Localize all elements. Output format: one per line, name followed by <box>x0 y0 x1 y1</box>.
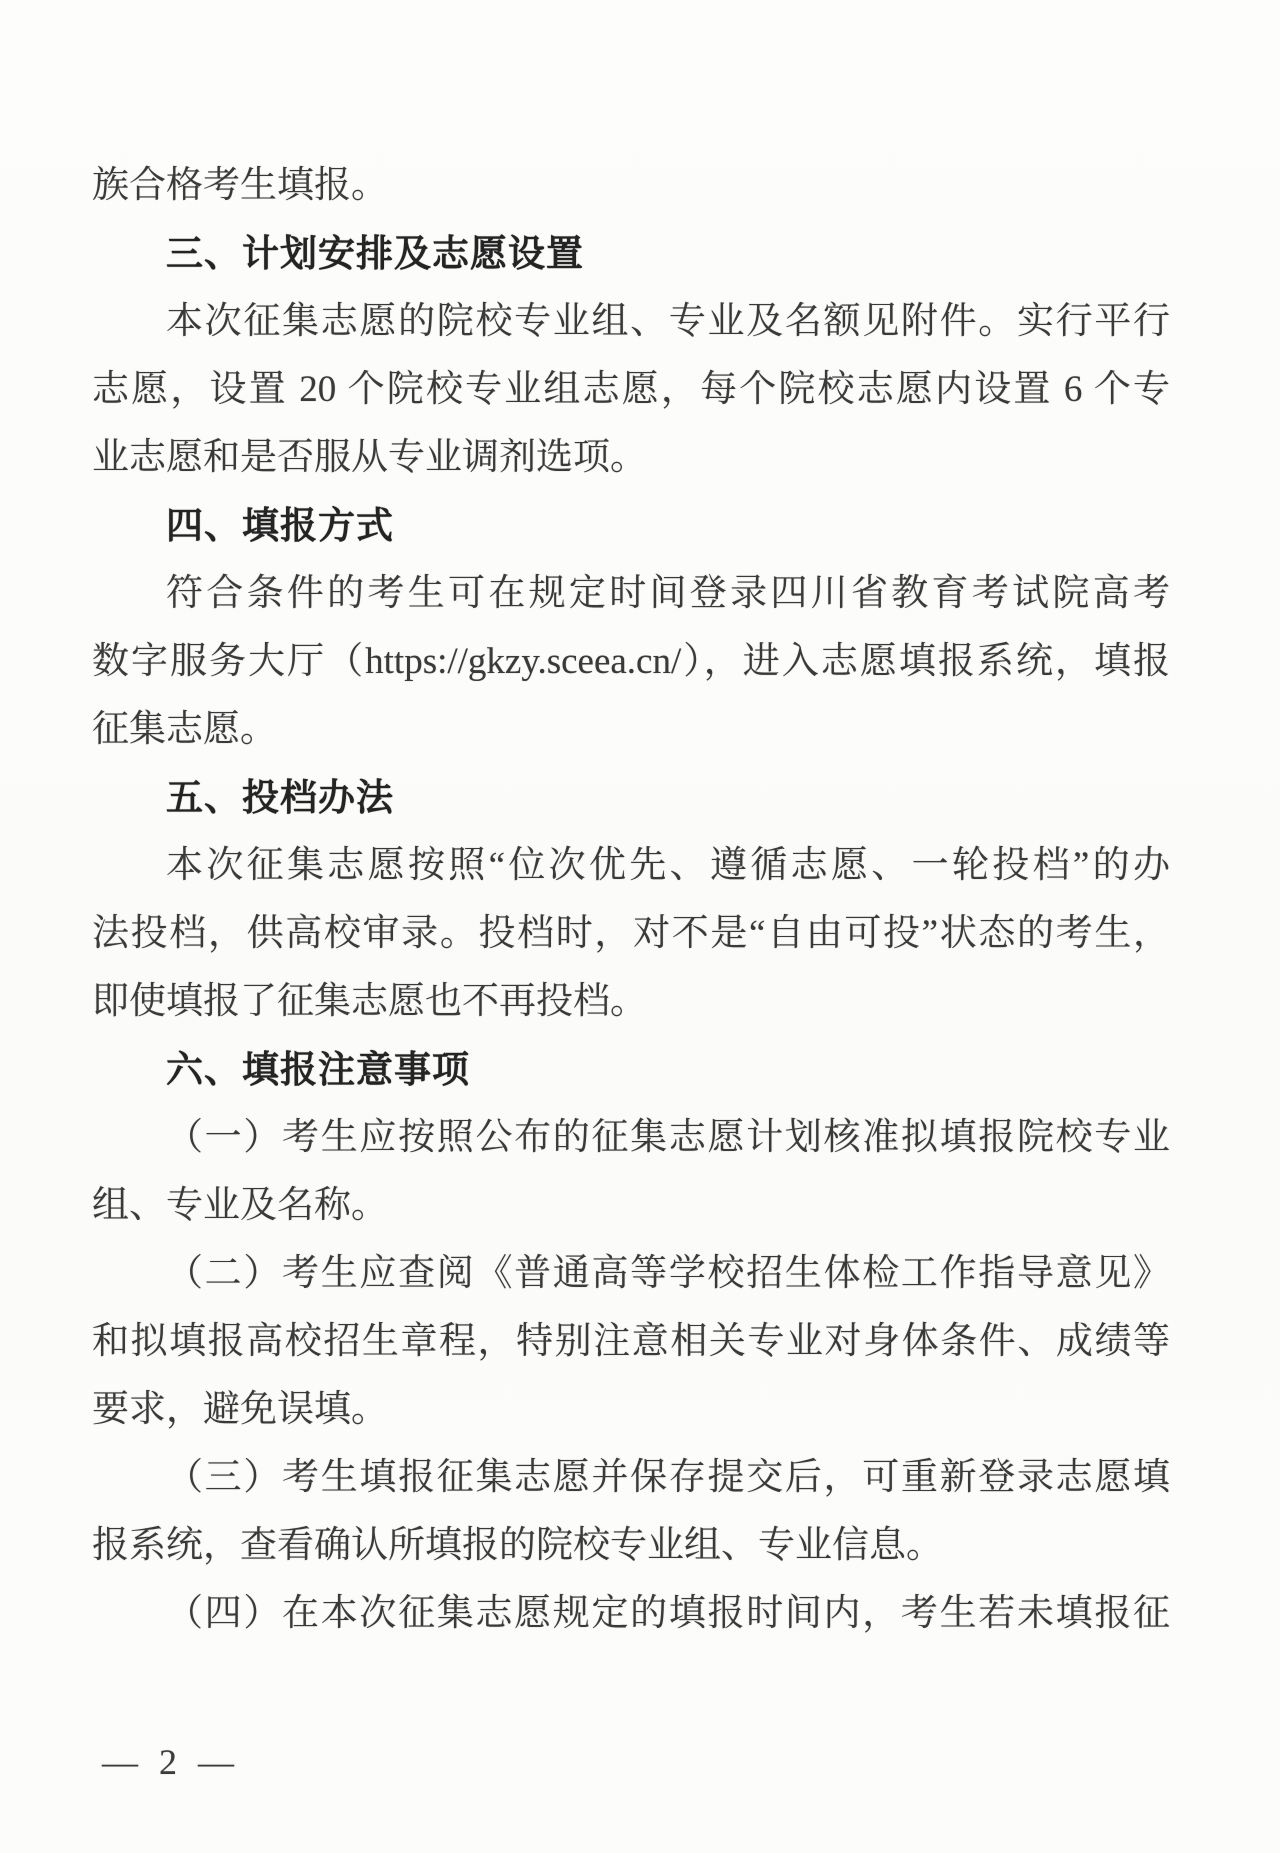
doc-line: 符合条件的考生可在规定时间登录四川省教育考试院高考 <box>166 573 1170 614</box>
doc-line: （二）考生应查阅《普通高等学校招生体检工作指导意见》 <box>166 1253 1170 1294</box>
doc-line-with-url: 数字服务大厅（https://gkzy.sceea.cn/），进入志愿填报系统，填报 <box>92 641 1170 682</box>
doc-line: 志愿，设置 20 个院校专业组志愿，每个院校志愿内设置 6 个专 <box>92 369 1170 410</box>
doc-line: 征集志愿。 <box>92 709 277 750</box>
doc-line: 组、专业及名称。 <box>92 1185 388 1226</box>
doc-line: 即使填报了征集志愿也不再投档。 <box>92 981 647 1022</box>
doc-line: 本次征集志愿按照“位次优先、遵循志愿、一轮投档”的办 <box>166 845 1170 886</box>
doc-line: 报系统，查看确认所填报的院校专业组、专业信息。 <box>92 1525 943 1566</box>
document-body <box>92 152 1170 1648</box>
page-number: — 2 — <box>102 1742 240 1782</box>
section-heading-6-notes: 六、填报注意事项 <box>166 1049 470 1090</box>
doc-line: 族合格考生填报。 <box>92 165 388 206</box>
doc-line: （一）考生应按照公布的征集志愿计划核准拟填报院校专业 <box>166 1117 1170 1158</box>
section-heading-4-method: 四、填报方式 <box>166 505 394 546</box>
doc-line: （四）在本次征集志愿规定的填报时间内，考生若未填报征 <box>166 1593 1170 1634</box>
doc-line: 法投档，供高校审录。投档时，对不是“自由可投”状态的考生， <box>92 913 1170 954</box>
section-heading-5-dispatch: 五、投档办法 <box>166 777 394 818</box>
doc-line: （三）考生填报征集志愿并保存提交后，可重新登录志愿填 <box>166 1457 1170 1498</box>
section-heading-3-plan: 三、计划安排及志愿设置 <box>166 233 584 274</box>
doc-line: 和拟填报高校招生章程，特别注意相关专业对身体条件、成绩等 <box>92 1321 1170 1362</box>
doc-line: 本次征集志愿的院校专业组、专业及名额见附件。实行平行 <box>166 301 1170 342</box>
doc-line: 业志愿和是否服从专业调剂选项。 <box>92 437 647 478</box>
doc-line: 要求，避免误填。 <box>92 1389 388 1430</box>
